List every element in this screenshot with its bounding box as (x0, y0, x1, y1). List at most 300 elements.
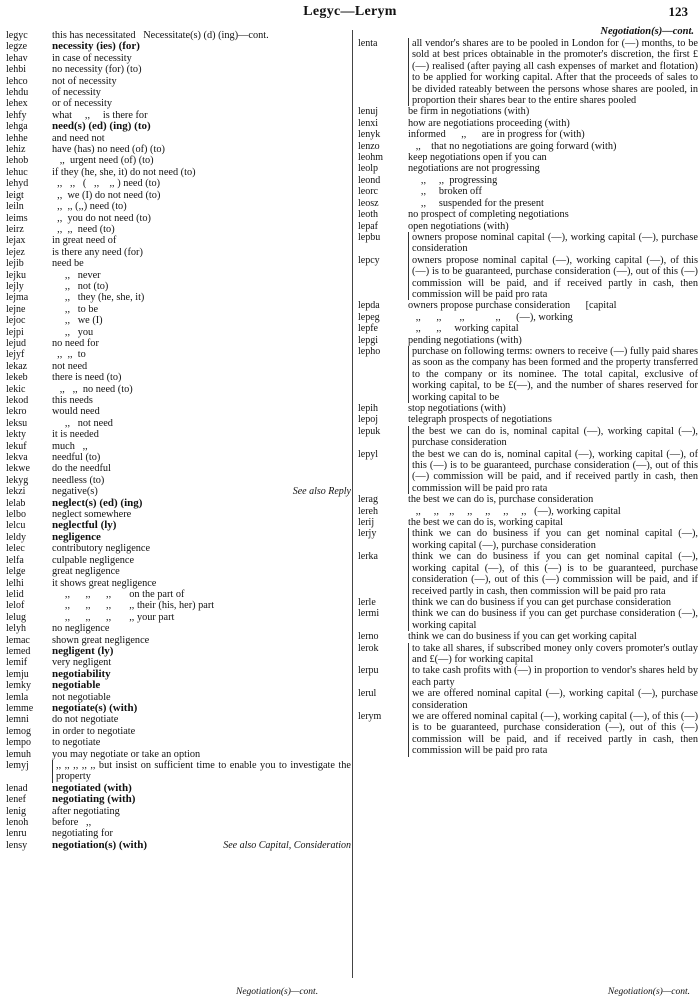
code-word: lekty (6, 429, 26, 441)
entry-text: of necessity (52, 87, 101, 99)
entry-row (358, 312, 698, 323)
entry-row (6, 498, 351, 509)
entry-row (6, 144, 351, 155)
code-word: lepeg (358, 311, 380, 323)
code-word: lemif (6, 657, 28, 669)
entry-text: owners propose nominal capital (—), working capital (—), of this (—) is to be guaranteed, purchase consideration (—), out of this (—) commission will be paid, and if received partly in cash, then commission will be paid pro rata (408, 255, 698, 301)
code-word: lelhi (6, 577, 24, 589)
entry-row (6, 749, 351, 760)
entry-text: in case of necessity (52, 52, 132, 64)
code-word: lepho (358, 345, 381, 357)
entry-row (6, 657, 351, 668)
entry-text: negligent (ly) (52, 645, 114, 657)
code-word: lepfe (358, 323, 378, 335)
entry-row (6, 817, 351, 828)
code-word: lemla (6, 691, 29, 703)
entry-row (358, 323, 698, 334)
column-divider (352, 30, 353, 978)
entry-row (358, 643, 698, 666)
entry-row (6, 794, 351, 805)
code-word: leohm (358, 152, 383, 164)
entry-text: not of necessity (52, 75, 117, 87)
entry-text: ,, not need (52, 417, 113, 429)
entry-text: pending negotiations (with) (408, 334, 522, 346)
code-word: lelec (6, 543, 25, 555)
code-word: leond (358, 174, 381, 186)
entry-text: the best we can do is, nominal capital (—), working capital (—), purchase consideration (408, 426, 698, 449)
code-word: leims (6, 212, 28, 224)
entry-row (6, 714, 351, 725)
entry-text: contributory negligence (52, 543, 151, 555)
code-word: lemog (6, 725, 31, 737)
entry-row (358, 665, 698, 688)
entry-row (6, 76, 351, 87)
code-word: lehga (6, 121, 28, 133)
entry-text: the best we can do is, nominal capital (—), working capital (—), of this (—) is to be guaranteed, purchase consideration (—), out of this (—) commission will be paid, and if received partly in cash, then commission will be paid pro rata (408, 449, 698, 495)
entry-text: think we can do business if you can get purchase consideration (408, 597, 698, 608)
entry-row (6, 292, 351, 303)
entry-text: to take cash profits with (—) in proportion to vendor's shares held by each party (408, 665, 698, 688)
entry-text: stop negotiations (with) (408, 403, 506, 414)
entry-text: be firm in negotiations (with) (408, 106, 530, 118)
entry-text: purchase on following terms: owners to receive (—) fully paid shares as soon as the company has been formed and the property transferred to the company or its nominee. The total capital, exclusive of working capital, to be £(—), and the number of shares reserved for working capital to be (408, 346, 698, 403)
entry-row (358, 449, 698, 495)
entry-text: if they (he, she, it) do not need (to) (52, 166, 196, 178)
code-word: lehfy (6, 109, 27, 121)
entry-row (6, 589, 351, 600)
code-word: lermi (358, 608, 380, 620)
entry-text: keep negotiations open if you can (408, 152, 547, 164)
code-word: lejez (6, 246, 25, 258)
code-word: lemac (6, 634, 30, 646)
code-word: lekic (6, 383, 26, 395)
entry-row (358, 551, 698, 597)
entry-row (6, 703, 351, 714)
entry-text: great negligence (52, 566, 120, 578)
entry-text: ,, ,, need (to) (52, 223, 115, 235)
entry-row (6, 178, 351, 189)
entry-text: before ,, (52, 817, 92, 829)
entry-text: the best we can do is, working capital (408, 517, 563, 529)
code-word: leiln (6, 201, 24, 213)
code-word: lejyf (6, 349, 25, 361)
code-word: lejku (6, 269, 26, 281)
entry-text: need be (52, 258, 84, 270)
entry-text: ,, broken off (408, 186, 482, 198)
right-column (358, 38, 698, 986)
entry-row (358, 152, 698, 163)
code-word: lejne (6, 303, 26, 315)
entry-row (6, 509, 351, 520)
entry-text: all vendor's shares are to be pooled in London for (—) months, to be sold at best prices obtainable in the promoter's discretion, the first £(—) realised (after paying all cash expenses of market and flotation) to be applied for working capital. After that the proceeds of sales to be divided rateably between the persons whose shares are pooled, in proportion their shares bear to the entire shares pooled (408, 38, 698, 106)
entry-row (6, 429, 351, 440)
entry-row (6, 213, 351, 224)
code-word: lejib (6, 258, 24, 270)
code-word: lenyk (358, 129, 381, 141)
entry-row (358, 414, 698, 425)
entry-text: would need (52, 406, 100, 418)
entry-text: ,, we (I) do not need (to) (52, 189, 161, 201)
entry-text: neglect(s) (ed) (ing) (52, 497, 143, 509)
entry-row (6, 840, 351, 851)
see-also-note: See also Capital, Consideration (223, 839, 351, 851)
entry-text: neglectful (ly) (52, 520, 117, 532)
code-word: lenuj (358, 106, 378, 118)
entry-row (6, 726, 351, 737)
code-word: lerpu (358, 665, 379, 677)
entry-text: ,, they (he, she, it) (52, 292, 145, 304)
code-word: legze (6, 41, 28, 53)
entry-text: what ,, is there for (52, 109, 148, 121)
code-word: lehiz (6, 144, 26, 156)
code-word: lejoc (6, 315, 26, 327)
code-word: leksu (6, 417, 28, 429)
entry-text: it shows great negligence (52, 577, 157, 589)
code-word: lelfa (6, 554, 24, 566)
code-word: lerym (358, 710, 382, 722)
entry-row (6, 384, 351, 395)
code-word: leigt (6, 189, 24, 201)
entry-text: not need (52, 360, 88, 372)
entry-row (6, 372, 351, 383)
entry-row (358, 118, 698, 129)
code-word: lepuk (358, 425, 381, 437)
entry-row (358, 608, 698, 631)
code-word: lepyl (358, 448, 378, 460)
entry-row (6, 190, 351, 201)
right-column-heading: Negotiation(s)—cont. (600, 26, 694, 37)
code-word: lehob (6, 155, 29, 167)
entry-row (6, 53, 351, 64)
code-word: lerle (358, 596, 376, 608)
code-word: lepbu (358, 231, 381, 243)
entry-text: we are offered nominal capital (—), working capital (—), purchase consideration (408, 688, 698, 711)
entry-row (6, 41, 351, 52)
entry-row (358, 688, 698, 711)
code-word: lemed (6, 645, 31, 657)
entry-text: informed ,, are in progress for (with) (408, 129, 585, 141)
code-word: lerka (358, 551, 378, 563)
entry-text: this has necessitated Necessitate(s) (d) (ing)—cont. (52, 30, 269, 41)
entry-row (6, 110, 351, 121)
entry-text: ,, ,, working capital (408, 323, 519, 335)
page-header (0, 4, 700, 24)
code-word: lekwe (6, 463, 30, 475)
code-word: lenad (6, 782, 28, 794)
code-word: lereh (358, 505, 378, 517)
code-word: lekod (6, 395, 29, 406)
code-word: lehhe (6, 132, 28, 144)
entry-text: negotiated (with) (52, 782, 132, 794)
entry-text: ,, to be (52, 303, 99, 315)
entry-row (358, 129, 698, 140)
entry-text: in great need of (52, 235, 117, 247)
entry-row (358, 631, 698, 642)
entry-text: no need for (52, 337, 99, 349)
running-title: Legyc—Lerym (303, 4, 397, 19)
entry-row (358, 198, 698, 209)
code-word: lenxi (358, 117, 378, 129)
code-word: lemuh (6, 748, 31, 760)
entry-row (358, 38, 698, 106)
entry-row (6, 669, 351, 680)
entry-row (6, 646, 351, 657)
entry-row (358, 494, 698, 505)
entry-row (6, 224, 351, 235)
code-word: lelyh (6, 623, 26, 635)
entry-text: to take all shares, if subscribed money only covers promoter's outlay and £(—) for working capital (408, 643, 698, 666)
code-word: lelge (6, 566, 26, 578)
code-word: lekva (6, 452, 28, 464)
code-word: lekzi (6, 486, 26, 498)
code-word: lejma (6, 292, 29, 304)
entry-text: ,, that no negotiations are going forward (with) (408, 140, 617, 152)
entry-text: culpable negligence (52, 554, 135, 566)
code-word: lenef (6, 794, 26, 806)
entry-text: no prospect of completing negotiations (408, 209, 569, 221)
page-number: 123 (668, 4, 688, 19)
entry-text: ,, never (52, 269, 101, 281)
entry-row (6, 395, 351, 406)
entry-text: there is need (to) (52, 372, 122, 384)
entry-text: you may negotiate or take an option (52, 748, 201, 760)
code-word: lerno (358, 631, 379, 643)
entry-text: negotiating (with) (52, 794, 136, 806)
entry-row (6, 520, 351, 531)
entry-row (6, 441, 351, 452)
entry-row (6, 406, 351, 417)
code-word: lepaf (358, 220, 378, 232)
code-word: lerij (358, 517, 375, 529)
code-word: lekyg (6, 474, 29, 486)
entry-row (6, 247, 351, 258)
entry-row (358, 403, 698, 414)
entry-text: ,, ,, ,, ,, their (his, her) part (52, 600, 215, 612)
entry-row (358, 711, 698, 757)
entry-row (6, 98, 351, 109)
entry-row (6, 201, 351, 212)
code-word: legyc (6, 30, 28, 41)
entry-row (358, 221, 698, 232)
entry-text: ,, ,, ,, on the part of (52, 588, 185, 600)
entry-text: ,, ,, ( ,, ,, ) need (to) (52, 178, 161, 190)
code-word: lepgi (358, 334, 378, 346)
entry-row (6, 566, 351, 577)
entry-row (358, 517, 698, 528)
code-word: lenig (6, 805, 26, 817)
code-word: lejax (6, 235, 26, 247)
entry-text: ,, ,, no need (to) (52, 383, 133, 395)
footer-left: Negotiation(s)—cont. (236, 987, 319, 997)
entry-row (358, 506, 698, 517)
entry-row (6, 349, 351, 360)
entry-text: ,, we (I) (52, 315, 103, 327)
code-word: lemju (6, 668, 29, 680)
code-word: lehyd (6, 178, 29, 190)
entry-row (6, 486, 351, 497)
entry-row (6, 258, 351, 269)
entry-row (6, 155, 351, 166)
entry-row (6, 361, 351, 372)
entry-row (6, 635, 351, 646)
code-word: lehco (6, 75, 28, 87)
entry-text: how are negotiations proceeding (with) (408, 117, 570, 129)
code-word: lekro (6, 406, 27, 418)
entry-text: needless (to) (52, 474, 105, 486)
entry-row (6, 452, 351, 463)
entry-text: we are offered nominal capital (—), working capital (—), of this (—) is to be guaranteed, purchase consideration (—), out of this (—) commission will be paid, and if received partly in cash, then commission will be paid pro rata (408, 711, 698, 757)
entry-text: ,, ,, progressing (408, 174, 498, 186)
entry-text: telegraph prospects of negotiations (408, 414, 552, 426)
entry-row (358, 346, 698, 403)
code-word: lehav (6, 52, 28, 64)
code-word: lehex (6, 98, 28, 110)
entry-row (6, 783, 351, 794)
entry-text: open negotiations (with) (408, 220, 509, 232)
code-word: lelcu (6, 520, 26, 532)
entry-row (6, 555, 351, 566)
entry-text: negotiation(s) (with) (52, 839, 148, 851)
entry-text: do not negotiate (52, 714, 119, 726)
entry-text: needful (to) (52, 452, 101, 464)
entry-text: neglect somewhere (52, 509, 132, 521)
entry-row (6, 270, 351, 281)
code-word: leosz (358, 197, 379, 209)
entry-text: ,, ,, ,, ,, (—), working (408, 311, 573, 323)
entry-text: ,, urgent need (of) (to) (52, 155, 154, 167)
entry-text: not negotiable (52, 691, 111, 703)
code-word: lepda (358, 300, 380, 312)
code-word: lejly (6, 280, 24, 292)
entry-text: owners propose nominal capital (—), working capital (—), purchase consideration (408, 232, 698, 255)
entry-row (358, 597, 698, 608)
entry-text: the best we can do is, purchase consideration (408, 494, 594, 506)
code-word: lerok (358, 642, 379, 654)
entry-row (6, 532, 351, 543)
entry-text: ,, you (52, 326, 94, 338)
entry-row (6, 64, 351, 75)
code-word: lepoj (358, 414, 378, 426)
entry-row (6, 578, 351, 589)
entry-row (6, 133, 351, 144)
code-word: lempo (6, 737, 31, 749)
code-word: lemme (6, 702, 34, 714)
entry-text: or of necessity (52, 98, 113, 110)
entry-row (358, 141, 698, 152)
entry-text: and need not (52, 132, 105, 144)
entry-text: ,, you do not need (to) (52, 212, 151, 224)
entry-row (6, 304, 351, 315)
entry-text: negotiating for (52, 828, 113, 840)
entry-text: owners propose purchase consideration [capital (408, 300, 617, 312)
entry-row (358, 209, 698, 220)
entry-text: shown great negligence (52, 634, 150, 646)
entry-text: after negotiating (52, 805, 120, 817)
code-word: lehuc (6, 166, 28, 178)
entry-text: think we can do business if you can get nominal capital (—), working capital (—), purchase consideration (408, 528, 698, 551)
entry-row (6, 338, 351, 349)
entry-row (358, 528, 698, 551)
entry-text: do the needful (52, 463, 111, 475)
entry-row (6, 543, 351, 554)
code-word: lerjy (358, 528, 377, 540)
entry-text: ,, ,, (,,) need (to) (52, 201, 127, 213)
entry-text: negotiations are not progressing (408, 163, 540, 175)
code-word: lehdu (6, 87, 29, 99)
entry-text: to negotiate (52, 737, 101, 749)
entry-text: negotiable (52, 680, 101, 692)
code-word: lenta (358, 38, 378, 49)
entry-row (6, 327, 351, 338)
entry-text: negative(s) (52, 486, 98, 498)
code-word: lemyj (6, 760, 29, 771)
code-word: lenzo (358, 140, 380, 152)
entry-row (6, 30, 351, 41)
entry-row (6, 612, 351, 623)
code-word: lepih (358, 403, 378, 414)
entry-text: necessity (ies) (for) (52, 41, 140, 53)
entry-row (6, 87, 351, 98)
entry-row (6, 475, 351, 486)
entry-row (358, 426, 698, 449)
entry-row (358, 335, 698, 346)
entry-text: very negligent (52, 657, 112, 669)
entry-text: need(s) (ed) (ing) (to) (52, 121, 151, 133)
entry-text: much ,, (52, 440, 88, 452)
code-word: lejpi (6, 326, 24, 338)
footer-right: Negotiation(s)—cont. (607, 987, 690, 997)
entry-text: ,, ,, ,, ,, ,, ,, ,, (—), working capital (408, 505, 621, 517)
code-word: lemky (6, 680, 31, 692)
code-word: lelof (6, 600, 25, 612)
code-word: leorc (358, 186, 378, 198)
code-word: lenru (6, 828, 27, 840)
entry-text: in order to negotiate (52, 725, 136, 737)
entry-row (6, 680, 351, 691)
entry-text: think we can do business if you can get nominal capital (—), working capital (—), of this (—) is to be guaranteed, purchase consideration (—), out of this (—) commission will be paid, and if received partly in cash, then commission will be paid pro rata (408, 551, 698, 597)
code-word: lelid (6, 588, 24, 600)
entry-row (358, 106, 698, 117)
entry-text: ,, ,, ,, ,, ,, but insist on sufficient time to enable you to investigate the property (52, 760, 351, 783)
entry-text: ,, ,, to (52, 349, 86, 361)
code-word: lepcy (358, 254, 380, 266)
code-word: lemni (6, 714, 29, 726)
code-word: lelug (6, 611, 26, 623)
entry-text: think we can do business if you can get working capital (408, 631, 637, 643)
entry-row (358, 186, 698, 197)
entry-row (6, 121, 351, 132)
entry-row (6, 737, 351, 748)
entry-text: think we can do business if you can get purchase consideration (—), working capital (408, 608, 698, 631)
entry-row (358, 232, 698, 255)
entry-text: it is needed (52, 429, 99, 441)
code-word: lelab (6, 497, 26, 509)
entry-row (6, 418, 351, 429)
entry-row (358, 175, 698, 186)
code-word: lenoh (6, 817, 29, 829)
code-word: lelbo (6, 509, 26, 521)
entry-row (6, 806, 351, 817)
entry-text: have (has) no need (of) (to) (52, 144, 165, 156)
code-word: leolp (358, 163, 378, 175)
entry-text: negligence (52, 531, 101, 543)
see-also-note: See also Reply (292, 486, 351, 498)
code-word: lerul (358, 688, 377, 700)
entry-row (358, 300, 698, 311)
entry-row (6, 692, 351, 703)
entry-row (6, 315, 351, 326)
entry-row (6, 760, 351, 783)
